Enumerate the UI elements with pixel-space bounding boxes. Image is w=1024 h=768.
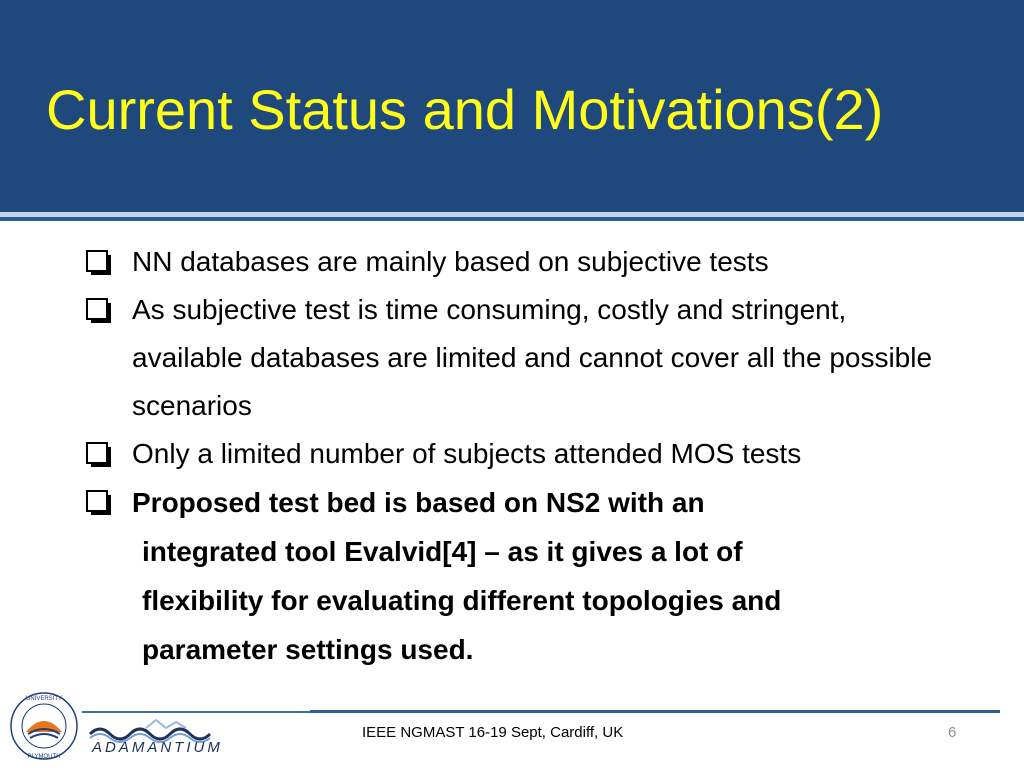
bullet-text: As subjective test is time consuming, costly and stringent, available databases are limited and cannot cover all the possible scenarios (132, 294, 933, 421)
svg-text:PLYMOUTH: PLYMOUTH (27, 754, 61, 760)
bullet-text: NN databases are mainly based on subjective tests (132, 246, 769, 277)
bullet-list (80, 238, 980, 674)
bullet-text-line: flexibility for evaluating different topologies and (142, 585, 782, 616)
footer-divider-right (310, 710, 1000, 713)
bullet-item (80, 286, 980, 430)
bullet-item (80, 238, 980, 286)
adamantium-logo-text: ADAMANTIUM (92, 739, 223, 756)
university-of-plymouth-logo (8, 690, 80, 762)
checkbox-bullet-icon (86, 298, 108, 320)
bullet-item-emphasis (80, 478, 980, 674)
title-divider-dark (0, 217, 1024, 221)
bullet-text-line: parameter settings used. (142, 634, 474, 665)
bullet-item (80, 430, 980, 478)
page-number: 6 (948, 724, 957, 741)
checkbox-bullet-icon (86, 490, 108, 512)
bullet-text-line: Proposed test bed is based on NS2 with an (132, 487, 705, 518)
footer-conference-text: IEEE NGMAST 16-19 Sept, Cardiff, UK (362, 724, 624, 741)
checkbox-bullet-icon (86, 250, 108, 272)
svg-text:UNIVERSITY: UNIVERSITY (25, 696, 63, 702)
slide-title: Current Status and Motivations(2) (46, 78, 884, 141)
footer-divider-left (82, 711, 310, 713)
bullet-text: Only a limited number of subjects attended MOS tests (132, 438, 802, 469)
checkbox-bullet-icon (86, 442, 108, 464)
bullet-text-line: integrated tool Evalvid[4] – as it gives a lot of (142, 536, 743, 567)
